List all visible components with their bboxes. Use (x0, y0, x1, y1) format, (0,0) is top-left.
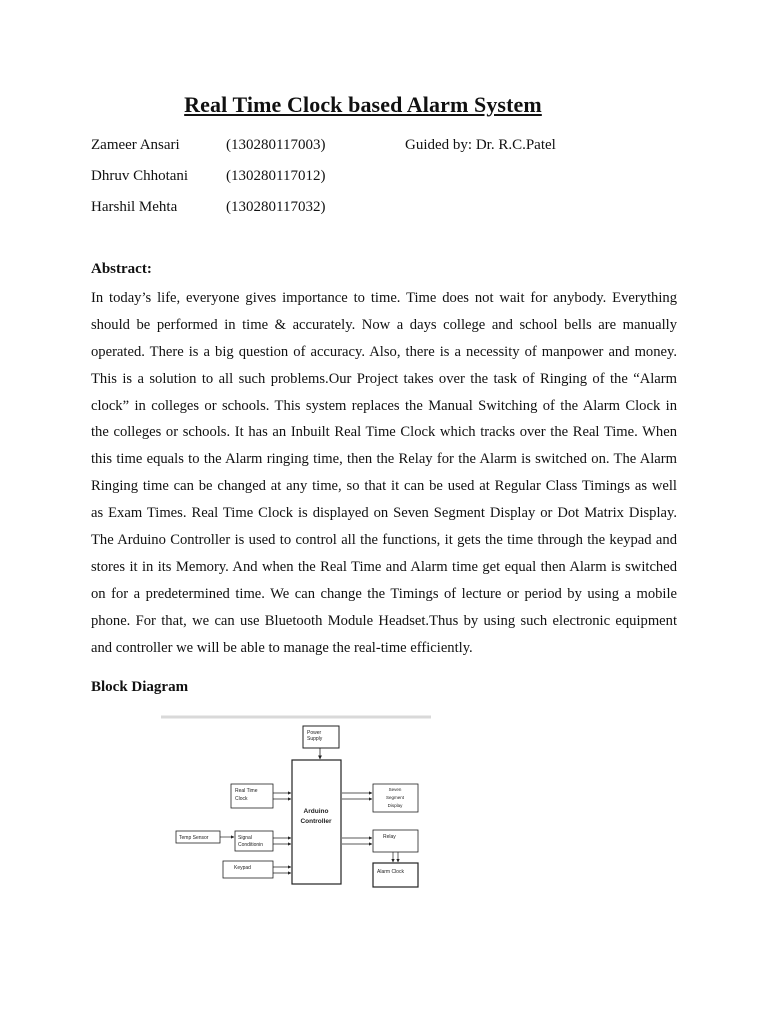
abstract-line: The Arduino Controller is used to control all the functions, it gets the time through the keypad and (91, 532, 677, 549)
author-name: Harshil Mehta (91, 199, 178, 215)
author-name: Dhruv Chhotani (91, 168, 189, 184)
block-diagram-svg (161, 714, 431, 894)
abstract-line: This is a solution to all such problems.Our Project takes over the task of Ringing of the “Alarm (91, 370, 677, 387)
author-id: (130280117003) (226, 137, 326, 153)
guide-name: Guided by: Dr. R.C.Patel (405, 137, 556, 153)
seven-segment-label: Display (387, 803, 403, 808)
author-id: (130280117012) (226, 168, 326, 184)
block-diagram-heading: Block Diagram (91, 679, 189, 695)
signal-conditioning-label: Conditionin (238, 842, 264, 848)
author-row (91, 199, 731, 219)
alarm-clock-label: Alarm Clock (377, 869, 404, 875)
alarm-clock-block (373, 863, 418, 887)
abstract-line: operated. There is a big question of accuracy. Also, there is a necessity of manpower and money. (91, 343, 677, 360)
real-time-clock-label: Real Time (235, 788, 258, 794)
abstract-line: phone. For that, we can use Bluetooth Module Headset.Thus by using such electronic equipment (91, 612, 677, 629)
signal-conditioning-block (235, 831, 273, 851)
seven-segment-label: Segment (385, 795, 405, 800)
temp-sensor-label: Temp Sensor (179, 835, 209, 841)
abstract-heading: Abstract: (91, 261, 152, 277)
power-supply-label: Power (307, 730, 322, 736)
abstract-line: clock” in colleges or schools. This system replaces the Manual Switching of the Alarm Clock in (91, 397, 677, 414)
author-row (91, 168, 731, 188)
author-row (91, 137, 731, 157)
abstract-line: stores it in its Memory. And when the Real Time and Alarm time get equal then Alarm is switched (91, 558, 677, 575)
author-id: (130280117032) (226, 199, 326, 215)
abstract-line: the colleges or schools. It has an Inbuilt Real Time Clock which tracks over the Real Time. When (91, 424, 677, 441)
author-name: Zameer Ansari (91, 137, 180, 153)
abstract-body (91, 285, 677, 661)
abstract-line: and controller we will be able to manage the real-time efficiently. (91, 639, 473, 656)
abstract-line: this time equals to the Alarm ringing time, then the Relay for the Alarm is switched on. The Alarm (91, 451, 677, 468)
signal-conditioning-label: Signal (238, 835, 252, 841)
abstract-line: should be performed in time & accurately. Now a days college and school bells are manually (91, 316, 677, 333)
power-supply-label: Supply (307, 736, 323, 742)
block-diagram (161, 714, 431, 894)
abstract-line: on for a predetermined time. We can change the Timings of lecture or period by using a mobile (91, 585, 677, 602)
relay-label: Relay (383, 834, 396, 840)
real-time-clock-label: Clock (235, 796, 248, 802)
keypad-label: Keypad (234, 865, 251, 871)
abstract-line: In today’s life, everyone gives importance to time. Time does not wait for anybody. Everything (91, 290, 677, 306)
abstract-line: Ringing time can be changed at any time, so that it can be used at Regular Class Timings as well (91, 478, 677, 495)
document-title: Real Time Clock based Alarm System (184, 92, 542, 117)
arduino-controller-label: Arduino (303, 808, 329, 815)
arduino-controller-label: Controller (300, 818, 332, 825)
seven-segment-label: Seven (388, 787, 402, 792)
abstract-line: as Exam Times. Real Time Clock is displayed on Seven Segment Display or Dot Matrix Display. (91, 505, 677, 522)
